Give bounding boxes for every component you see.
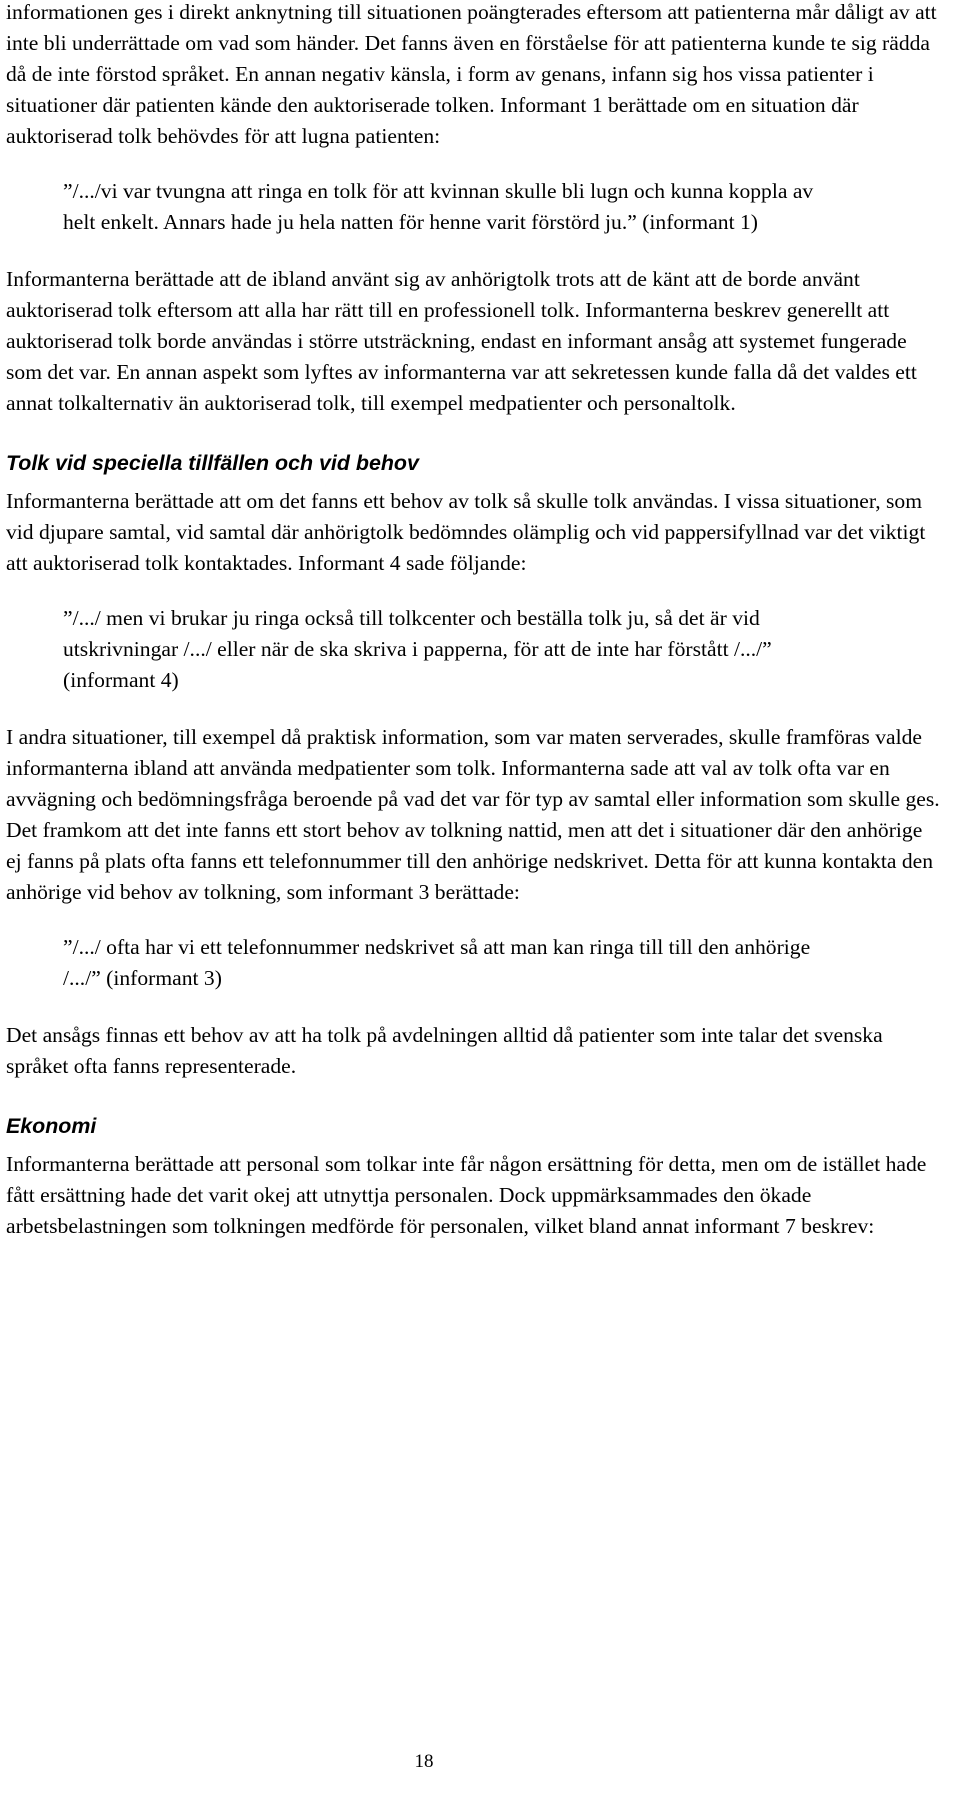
body-paragraph: informationen ges i direkt anknytning till situationen poängterades eftersom att patienterna mår dåligt av att inte bli underrättade om vad som händer. Det fanns även en förståelse för att patienterna kunde te sig rädda då de inte förstod språket. En annan negativ känsla, i form av genans, infann sig hos vissa patienter i situationer där patienten kände den auktoriserade tolken. Informant 1 berättade om en situation där auktoriserad tolk behövdes för att lugna patienten: <box>6 0 937 148</box>
section-heading: Tolk vid speciella tillfällen och vid behov <box>6 451 419 475</box>
document-page <box>6 0 942 1242</box>
body-paragraph: Det ansågs finnas ett behov av att ha tolk på avdelningen alltid då patienter som inte talar det svenska språket ofta fanns representerade. <box>6 1023 883 1078</box>
interview-quote: ”/.../ ofta har vi ett telefonnummer nedskrivet så att man kan ringa till till den anhörige /.../” (informant 3) <box>63 935 811 990</box>
page-number: 18 <box>414 1751 434 1772</box>
interview-quote: ”/.../ men vi brukar ju ringa också till tolkcenter och beställa tolk ju, så det är vid utskrivningar /.../ eller när de ska skriva i papperna, för att de inte har förstått /.../” (informant 4) <box>63 606 772 692</box>
body-paragraph: Informanterna berättade att om det fanns ett behov av tolk så skulle tolk användas. I vissa situationer, som vid djupare samtal, vid samtal där anhörigtolk bedömndes olämplig och vid pappersifyllnad var det viktigt att auktoriserad tolk kontaktades. Informant 4 sade följande: <box>6 489 926 575</box>
body-paragraph: Informanterna berättade att personal som tolkar inte får någon ersättning för detta, men om de istället hade fått ersättning hade det varit okej att utnyttja personalen. Dock uppmärksammades den ökade arbetsbelastningen som tolkningen medförde för personalen, vilket bland annat informant 7 beskrev: <box>6 1152 927 1238</box>
interview-quote: ”/.../vi var tvungna att ringa en tolk för att kvinnan skulle bli lugn och kunna koppla av helt enkelt. Annars hade ju hela natten för henne varit förstörd ju.” (informant 1) <box>63 179 814 234</box>
section-heading: Ekonomi <box>6 1114 97 1138</box>
body-paragraph: Informanterna berättade att de ibland använt sig av anhörigtolk trots att de känt att de borde använt auktoriserad tolk eftersom att alla har rätt till en professionell tolk. Informanterna beskrev generellt att auktoriserad tolk borde användas i större utsträckning, endast en informant ansåg att systemet fungerade som det var. En annan aspekt som lyftes av informanterna var att sekretessen kunde falla då det valdes ett annat tolkalternativ än auktoriserad tolk, till exempel medpatienter och personaltolk. <box>6 267 917 415</box>
body-paragraph: I andra situationer, till exempel då praktisk information, som var maten serverades, skulle framföras valde informanterna ibland att använda medpatienter som tolk. Informanterna sade att val av tolk ofta var en avvägning och bedömningsfråga beroende på vad det var för typ av samtal eller information som skulle ges. Det framkom att det inte fanns ett stort behov av tolkning nattid, men att det i situationer där den anhörige ej fanns på plats ofta fanns ett telefonnummer till den anhörige nedskrivet. Detta för att kunna kontakta den anhörige vid behov av tolkning, som informant 3 berättade: <box>6 725 940 904</box>
